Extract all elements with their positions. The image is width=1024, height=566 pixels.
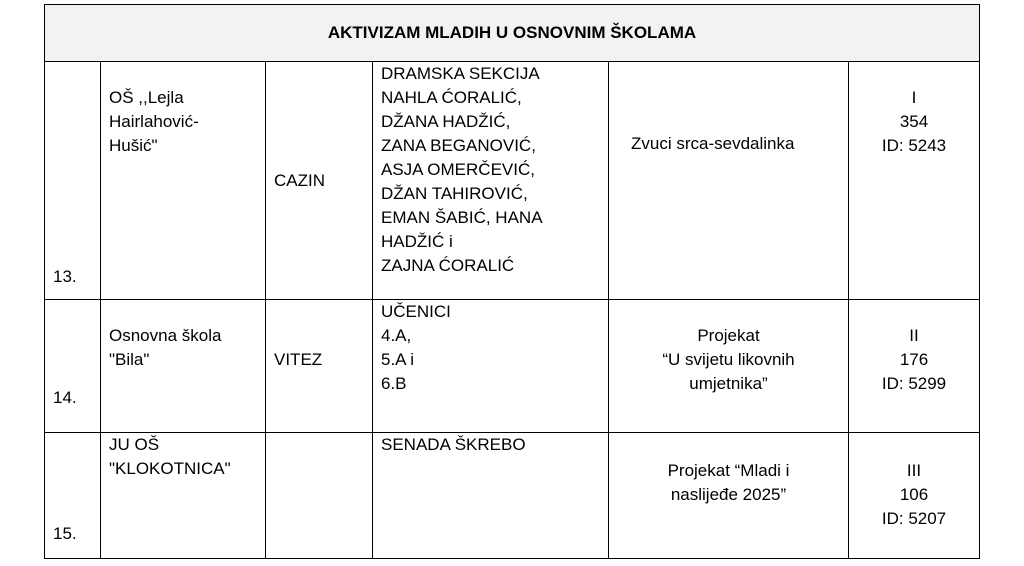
award xyxy=(849,433,980,559)
award xyxy=(849,300,980,433)
project-line: Projekat “Mladi i xyxy=(667,461,790,480)
participant-line: HADŽIĆ i xyxy=(381,232,453,251)
school-name xyxy=(101,433,266,559)
participant-line: UČENICI xyxy=(381,302,451,321)
participant-line: ZANA BEGANOVIĆ, xyxy=(381,136,536,155)
town: CAZIN xyxy=(266,62,373,300)
project-line: Projekat xyxy=(697,326,760,345)
participant-line: 5.A i xyxy=(381,350,415,369)
project-line: naslijeđe 2025” xyxy=(670,485,787,504)
school-name-line: Hairlahović- xyxy=(109,112,199,131)
table-row xyxy=(45,433,980,559)
award-id: ID: 5299 xyxy=(881,374,947,393)
award-place: I xyxy=(911,88,917,107)
project xyxy=(609,433,849,559)
award-place: III xyxy=(906,461,922,480)
award-id: ID: 5207 xyxy=(881,509,947,528)
award-points: 106 xyxy=(899,485,929,504)
results-table xyxy=(44,4,980,559)
school-name xyxy=(101,62,266,300)
school-name-line: "Bila" xyxy=(109,350,150,369)
project xyxy=(609,62,849,300)
school-name-line: JU OŠ xyxy=(109,435,160,454)
project-line: “U svijetu likovnih xyxy=(662,350,795,369)
project-line: Zvuci srca-sevdalinka xyxy=(631,134,795,153)
town xyxy=(266,433,373,559)
project xyxy=(609,300,849,433)
school-name-line: Osnovna škola xyxy=(109,326,222,345)
town: VITEZ xyxy=(266,300,373,433)
award-points: 354 xyxy=(899,112,929,131)
participant-line: ZAJNA ĆORALIĆ xyxy=(381,256,515,275)
table-title: AKTIVIZAM MLADIH U OSNOVNIM ŠKOLAMA xyxy=(45,5,980,62)
participants xyxy=(373,433,609,559)
table-row xyxy=(45,300,980,433)
project-line: umjetnika” xyxy=(689,374,768,393)
participant-line: ASJA OMERČEVIĆ, xyxy=(381,160,535,179)
participant-line: 4.A, xyxy=(381,326,412,345)
participant-line: NAHLA ĆORALIĆ, xyxy=(381,88,522,107)
participant-line: DŽANA HADŽIĆ, xyxy=(381,112,511,131)
table-row xyxy=(45,62,980,300)
table-header-row xyxy=(45,5,980,62)
participant-line: SENADA ŠKREBO xyxy=(381,435,526,454)
award-id: ID: 5243 xyxy=(881,136,947,155)
award xyxy=(849,62,980,300)
participant-line: EMAN ŠABIĆ, HANA xyxy=(381,208,543,227)
participants xyxy=(373,300,609,433)
row-number: 15. xyxy=(45,433,101,559)
participants xyxy=(373,62,609,300)
school-name-line: OŠ ,,Lejla xyxy=(109,88,184,107)
participant-line: DRAMSKA SEKCIJA xyxy=(381,64,540,83)
school-name-line: Hušić" xyxy=(109,136,158,155)
row-number: 13. xyxy=(45,62,101,300)
participant-line: 6.B xyxy=(381,374,407,393)
row-number: 14. xyxy=(45,300,101,433)
school-name-line: "KLOKOTNICA" xyxy=(109,459,231,478)
school-name xyxy=(101,300,266,433)
participant-line: DŽAN TAHIROVIĆ, xyxy=(381,184,528,203)
award-place: II xyxy=(909,326,919,345)
award-points: 176 xyxy=(899,350,929,369)
